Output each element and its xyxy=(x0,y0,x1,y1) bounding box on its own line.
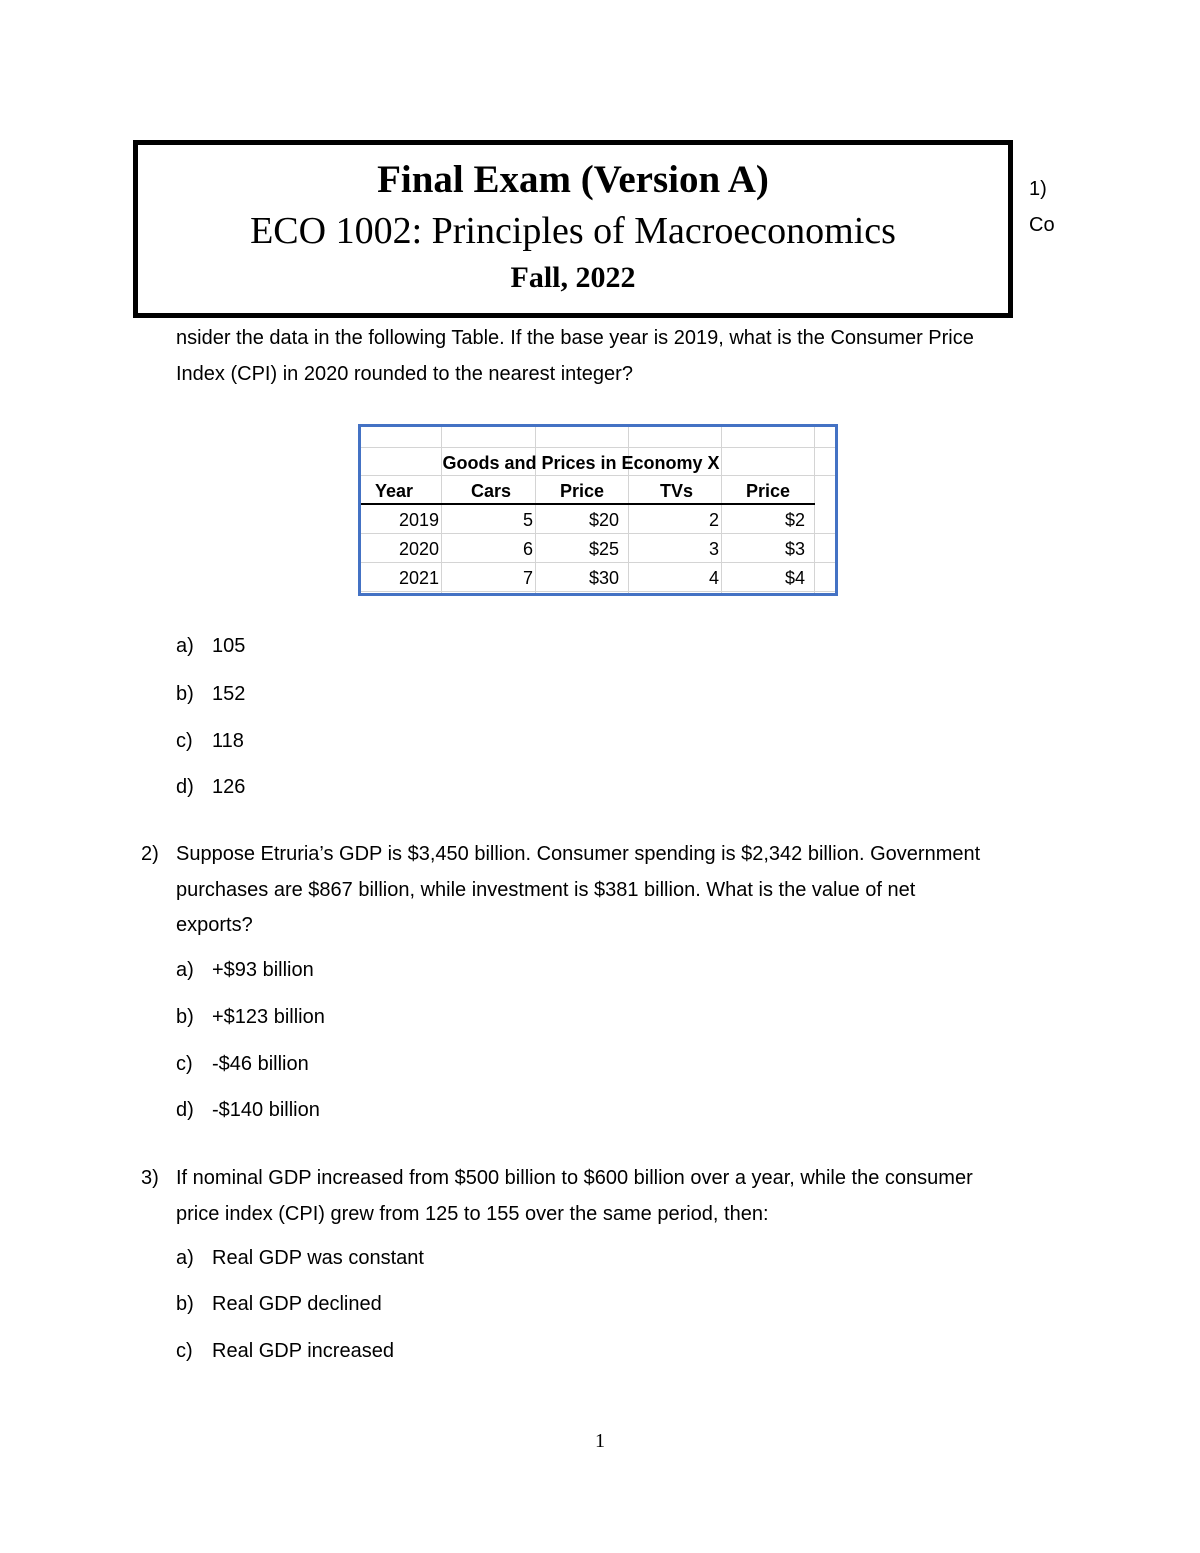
goods-prices-table xyxy=(358,424,838,596)
grid-line xyxy=(361,447,835,448)
option-letter: a) xyxy=(176,1247,194,1269)
option-text: 118 xyxy=(212,730,244,752)
table-cell: 2 xyxy=(708,510,719,530)
table-header-underline xyxy=(361,503,815,505)
grid-line xyxy=(361,591,835,592)
question-2-option-b xyxy=(176,1006,325,1029)
option-text: Real GDP increased xyxy=(212,1340,394,1362)
option-letter: d) xyxy=(176,1099,194,1121)
table-cell: 2020 xyxy=(398,539,439,559)
question-1-option-d xyxy=(176,776,245,799)
question-3-option-a xyxy=(176,1247,424,1270)
option-text: Real GDP was constant xyxy=(212,1247,424,1269)
option-letter: d) xyxy=(176,776,194,798)
table-title: Goods and Prices in Economy X xyxy=(442,453,720,473)
table-cell: $30 xyxy=(588,568,619,588)
option-letter: c) xyxy=(176,1053,193,1075)
table-header-year: Year xyxy=(375,481,414,501)
exam-title: Final Exam (Version A) xyxy=(377,158,769,201)
option-text: -$140 billion xyxy=(212,1099,320,1121)
grid-line xyxy=(361,533,835,534)
table-cell: 6 xyxy=(522,539,533,559)
table-header-tv-price: Price xyxy=(746,481,791,501)
option-letter: b) xyxy=(176,1293,194,1315)
question-1-fragment: Co xyxy=(1029,214,1055,236)
question-1-number: 1) xyxy=(1029,178,1047,200)
question-1-line-2: Index (CPI) in 2020 rounded to the nearest integer? xyxy=(176,362,633,385)
question-2-text xyxy=(176,837,980,944)
term: Fall, 2022 xyxy=(510,261,636,294)
question-2-option-d xyxy=(176,1099,320,1122)
table-cell: $25 xyxy=(588,539,619,559)
question-2-line-2: purchases are $867 billion, while investment is $381 billion. What is the value of net xyxy=(176,878,916,901)
question-2-option-c xyxy=(176,1053,309,1076)
course-title: ECO 1002: Principles of Macroeconomics xyxy=(250,210,896,252)
question-2-number: 2) xyxy=(141,843,159,865)
table-cell: 7 xyxy=(522,568,533,588)
question-1-line-1: nsider the data in the following Table. If the base year is 2019, what is the Consumer Price xyxy=(176,327,974,349)
question-3-line-2: price index (CPI) grew from 125 to 155 over the same period, then: xyxy=(176,1202,769,1225)
table-cell: 2019 xyxy=(398,510,439,530)
option-letter: b) xyxy=(176,683,194,705)
option-text: Real GDP declined xyxy=(212,1293,382,1315)
option-text: 105 xyxy=(212,635,246,657)
table-cell: 5 xyxy=(522,510,533,530)
question-2-line-1: Suppose Etruria’s GDP is $3,450 billion. Consumer spending is $2,342 billion. Government xyxy=(176,843,981,865)
question-1-option-b xyxy=(176,683,245,706)
option-text: 126 xyxy=(212,776,246,798)
option-letter: c) xyxy=(176,1340,193,1362)
question-3-text xyxy=(176,1161,973,1232)
question-2-option-a xyxy=(176,959,314,982)
table-cell: $2 xyxy=(784,510,805,530)
option-text: -$46 billion xyxy=(212,1053,309,1075)
page-number: 1 xyxy=(595,1430,605,1452)
table-cell: $4 xyxy=(784,568,805,588)
option-text: +$93 billion xyxy=(212,959,314,981)
table-cell: $3 xyxy=(784,539,805,559)
option-text: 152 xyxy=(212,683,246,705)
option-text: +$123 billion xyxy=(212,1006,325,1028)
question-3-option-b xyxy=(176,1293,382,1316)
option-letter: b) xyxy=(176,1006,194,1028)
table-header-car-price: Price xyxy=(560,481,605,501)
table-cell: 2021 xyxy=(398,568,439,588)
question-1-option-c xyxy=(176,730,244,753)
question-2-line-3: exports? xyxy=(176,914,253,936)
table-cell: 3 xyxy=(708,539,719,559)
table-header-cars: Cars xyxy=(471,481,512,501)
question-1-option-a xyxy=(176,635,245,658)
option-letter: c) xyxy=(176,730,193,752)
question-1-text xyxy=(176,321,974,392)
question-3-number: 3) xyxy=(141,1167,159,1189)
exam-header-box xyxy=(133,140,1013,318)
grid-line xyxy=(361,475,835,476)
table-cell: $20 xyxy=(588,510,619,530)
grid-line xyxy=(361,562,835,563)
table-header-tvs: TVs xyxy=(660,481,694,501)
table-cell: 4 xyxy=(708,568,719,588)
option-letter: a) xyxy=(176,635,194,657)
option-letter: a) xyxy=(176,959,194,981)
question-3-option-c xyxy=(176,1340,394,1363)
question-3-line-1: If nominal GDP increased from $500 billion to $600 billion over a year, while the consumer xyxy=(176,1167,973,1189)
